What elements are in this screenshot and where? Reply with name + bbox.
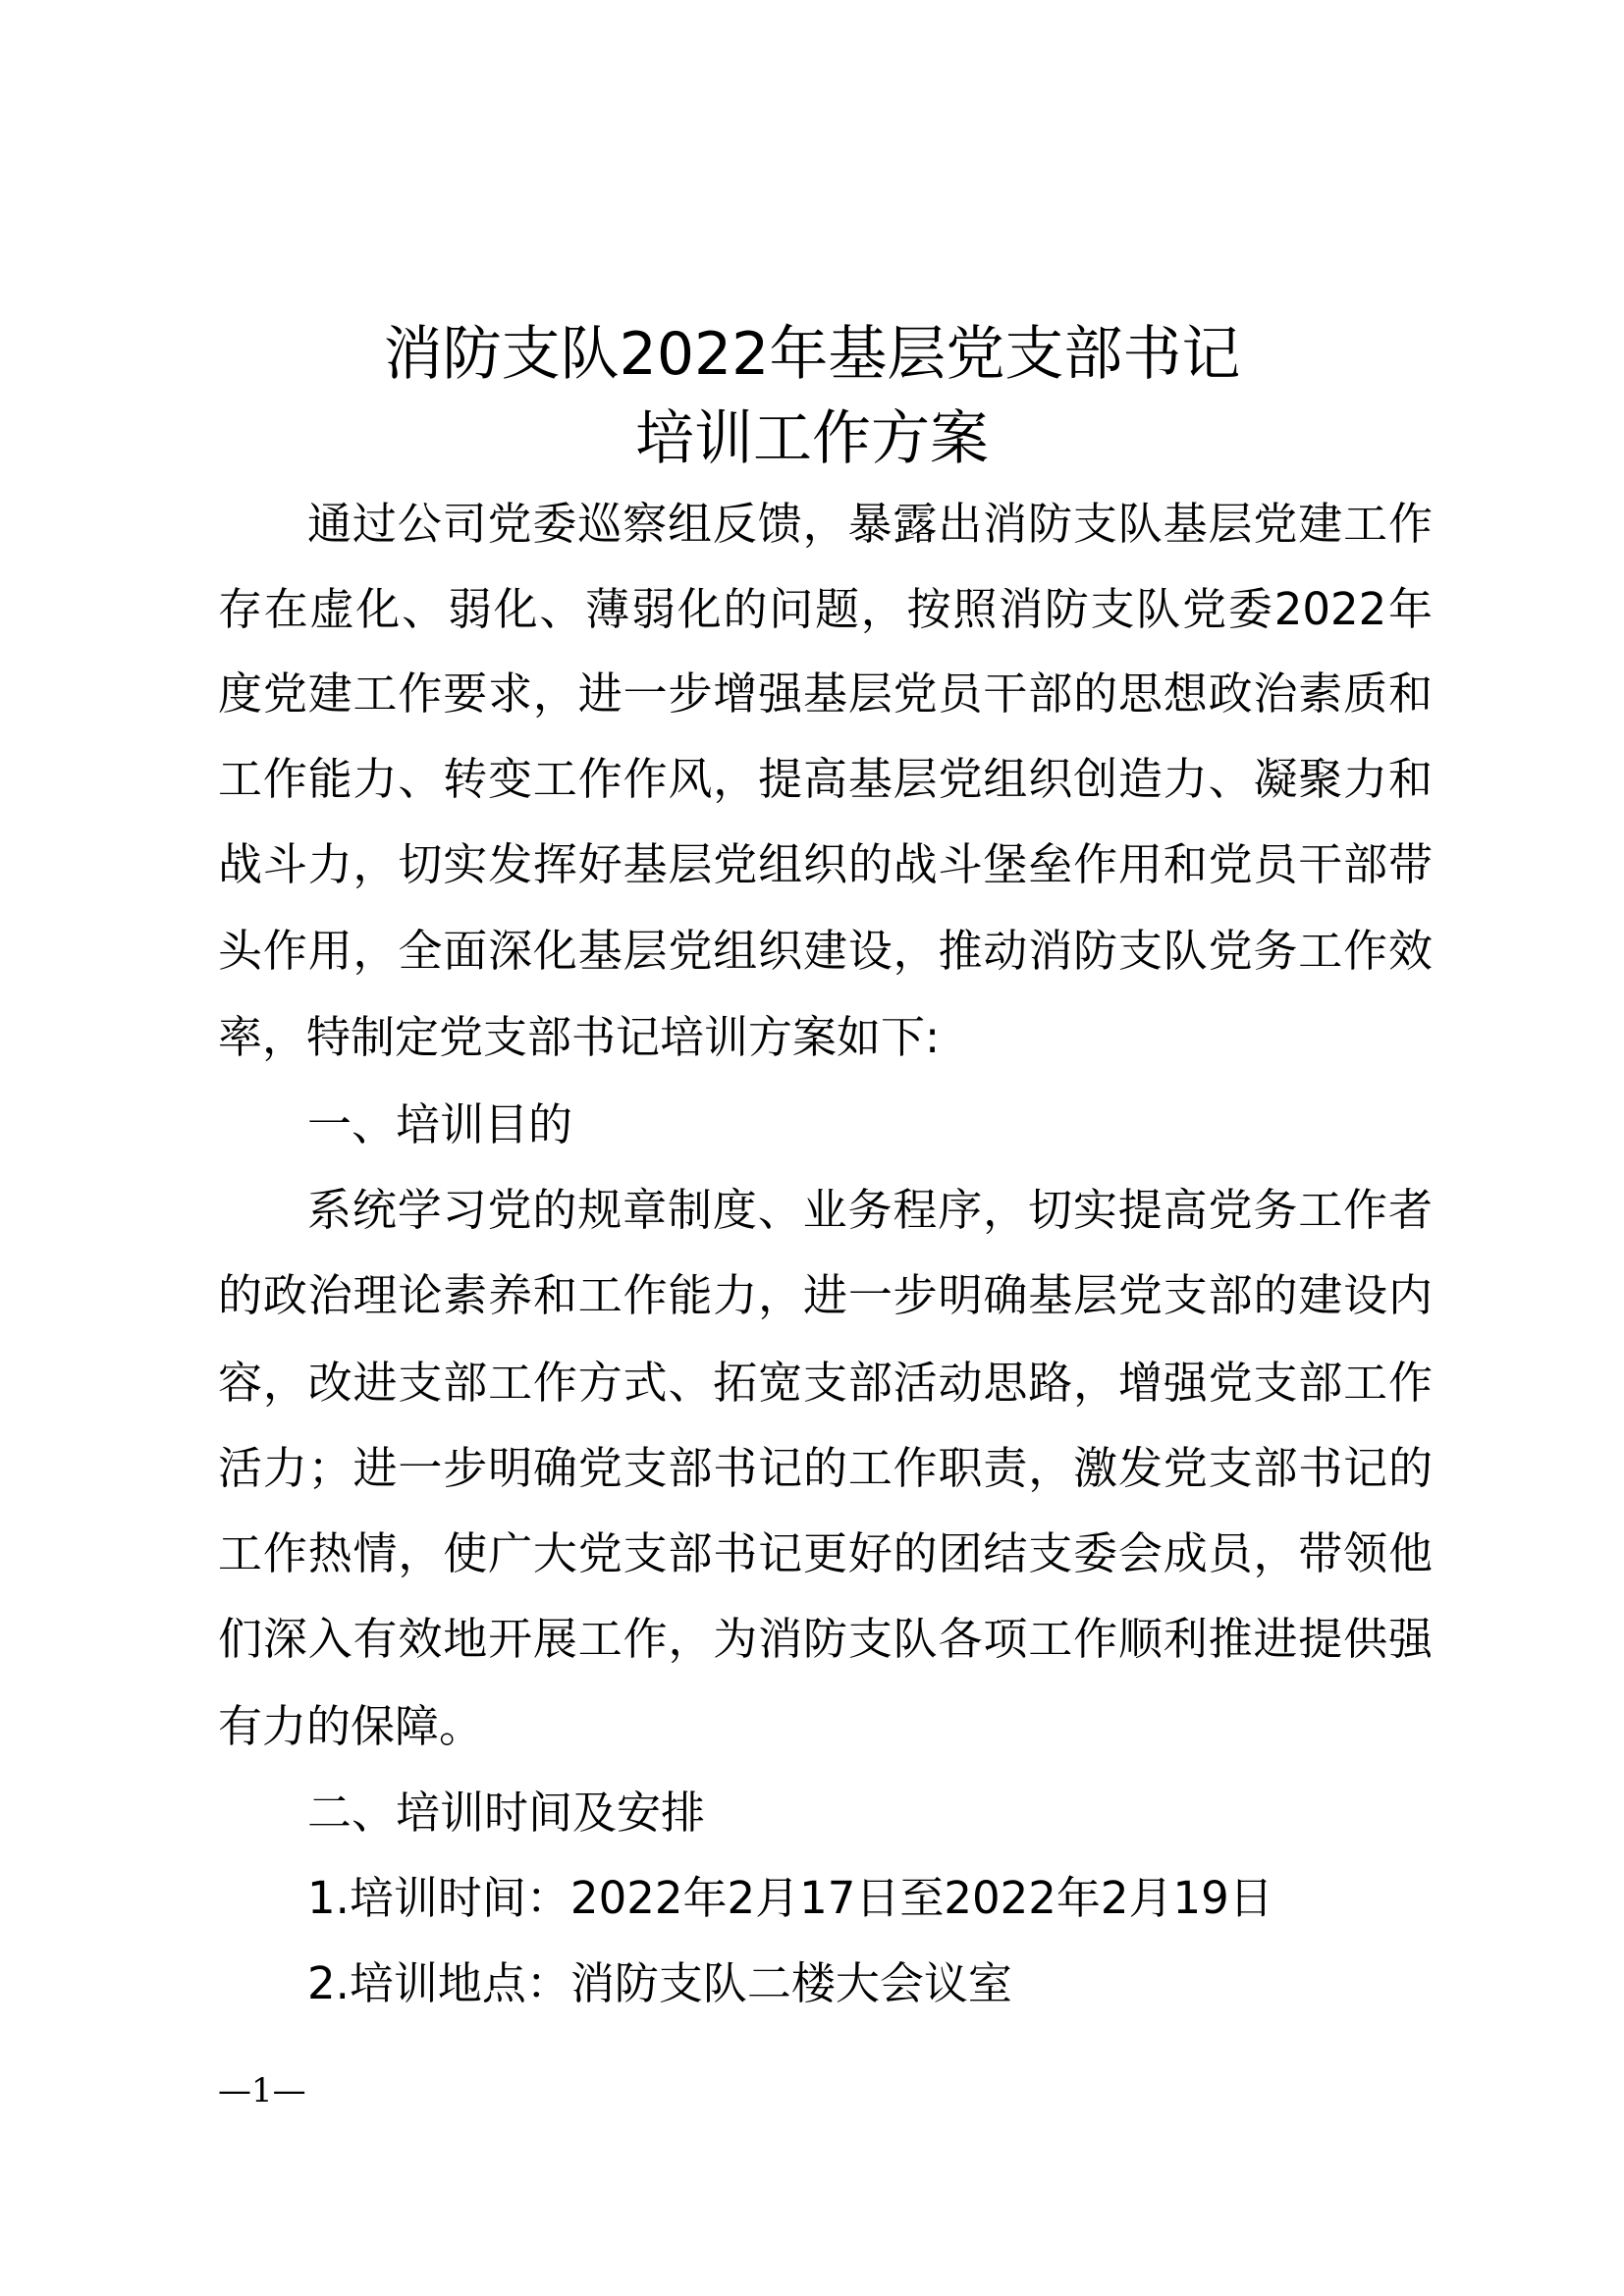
page-number: —1— xyxy=(218,2071,306,2110)
text-line: 度党建工作要求，进一步增强基层党员干部的思想政治素质和 xyxy=(218,667,1433,720)
text-line: 工作热情，使广大党支部书记更好的团结支委会成员，带领他 xyxy=(218,1527,1433,1579)
text-line: 容，改进支部工作方式、拓宽支部活动思路，增强党支部工作 xyxy=(218,1357,1433,1409)
text-line: 有力的保障。 xyxy=(218,1700,484,1752)
text-line: 活力；进一步明确党支部书记的工作职责，激发党支部书记的 xyxy=(218,1442,1433,1494)
text-line: 系统学习党的规章制度、业务程序，切实提高党务工作者 xyxy=(307,1184,1433,1236)
text-line: 们深入有效地开展工作，为消防支队各项工作顺利推进提供强 xyxy=(218,1613,1433,1665)
text-line: 头作用，全面深化基层党组织建设，推动消防支队党务工作效 xyxy=(218,925,1433,977)
text-line: 战斗力，切实发挥好基层党组织的战斗堡垒作用和党员干部带 xyxy=(218,838,1433,890)
text-line: 存在虚化、弱化、薄弱化的问题，按照消防支队党委2022年 xyxy=(218,583,1433,635)
text-line: 的政治理论素养和工作能力，进一步明确基层党支部的建设内 xyxy=(218,1269,1433,1321)
document-title-line-2: 培训工作方案 xyxy=(635,404,989,473)
training-location-item: 2.培训地点：消防支队二楼大会议室 xyxy=(307,1957,1012,2009)
text-line: 工作能力、转变工作作风，提高基层党组织创造力、凝聚力和 xyxy=(218,753,1433,805)
document-title-line-1: 消防支队2022年基层党支部书记 xyxy=(383,320,1241,389)
section-heading-purpose: 一、培训目的 xyxy=(307,1098,573,1150)
text-line: 率，特制定党支部书记培训方案如下: xyxy=(218,1011,941,1063)
text-line: 通过公司党委巡察组反馈，暴露出消防支队基层党建工作 xyxy=(307,498,1433,550)
training-time-item: 1.培训时间：2022年2月17日至2022年2月19日 xyxy=(307,1872,1273,1924)
section-heading-schedule: 二、培训时间及安排 xyxy=(307,1787,706,1839)
